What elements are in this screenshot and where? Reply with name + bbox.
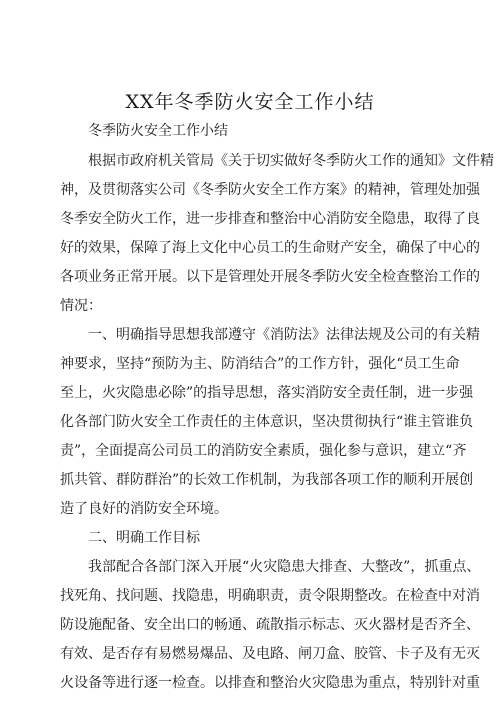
- text-line: 抓共管、群防群治”的长效工作机制，为我部各项工作的顺利开展创: [60, 472, 474, 488]
- text-line: 找死角、找问题、找隐患，明确职责，责令限期整改。在检查中对消: [60, 588, 480, 604]
- text-line: 火设备等进行逐一检查。以排查和整治火灾隐患为重点，特别针对重: [60, 675, 480, 691]
- text-line: 好的效果，保障了海上文化中心员工的生命财产安全，确保了中心的: [60, 240, 480, 256]
- text-line: 有效、是否存有易燃易爆品、及电路、闸刀盒、胶管、卡子及有无灭: [60, 646, 480, 662]
- text-line: 神要求，坚持“预防为主、防消结合”的工作方针，强化“员工生命: [60, 356, 460, 372]
- subtitle-line: 冬季防火安全工作小结: [88, 123, 228, 139]
- document-title: XX年冬季防火安全工作小结: [125, 91, 375, 113]
- text-line: 我部配合各部门深入开展“火灾隐患大排查、大整改”，抓重点、: [88, 559, 481, 575]
- section-heading: 二、明确工作目标: [88, 530, 200, 546]
- text-line: 神，及贯彻落实公司《冬季防火安全工作方案》的精神，管理处加强: [60, 182, 480, 198]
- text-line: 造了良好的消防安全环境。: [60, 501, 228, 517]
- text-line: 一、明确指导思想我部遵守《消防法》法律法规及公司的有关精: [88, 327, 480, 343]
- text-line: 至上，火灾隐患必除”的指导思想，落实消防安全责任制，进一步强: [60, 385, 474, 401]
- text-line: 责”，全面提高公司员工的消防安全素质，强化参与意识，建立“齐: [60, 443, 467, 459]
- text-line: 化各部门防火安全工作责任的主体意识，坚决贯彻执行“谁主管谁负: [60, 414, 474, 430]
- text-line: 防设施配备、安全出口的畅通、疏散指示标志、灭火器材是否齐全、: [60, 617, 480, 633]
- text-line: 根据市政府机关管局《关于切实做好冬季防火工作的通知》文件精: [88, 153, 494, 169]
- text-line: 各项业务正常开展。以下是管理处开展冬季防火安全检查整治工作的: [60, 269, 480, 285]
- text-line: 冬季安全防火工作，进一步排查和整治中心消防安全隐患，取得了良: [60, 211, 480, 227]
- text-line: 情况：: [60, 298, 102, 314]
